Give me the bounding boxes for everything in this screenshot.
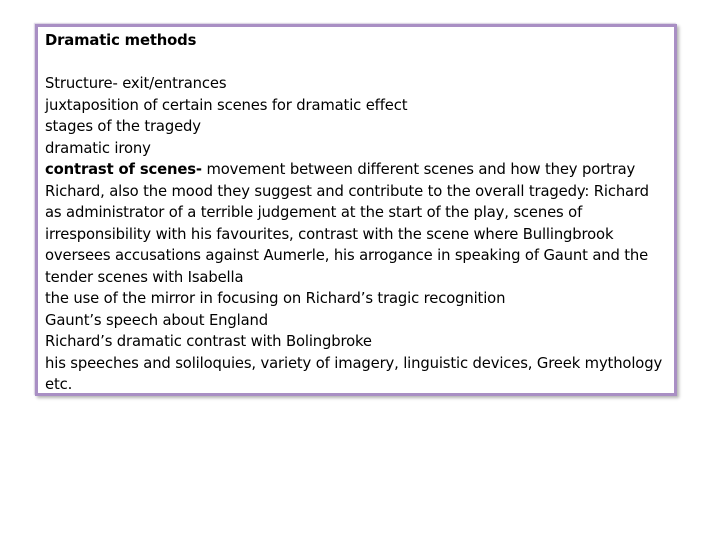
heading: Dramatic methods — [45, 32, 197, 49]
item-speeches: his speeches and soliloquies, variety of imagery, linguistic devices, Greek mythology etc. — [45, 354, 663, 393]
item-juxtaposition: juxtaposition of certain scenes for dramatic effect — [45, 96, 408, 114]
item-contrast-of-scenes — [45, 159, 668, 288]
blank-line — [45, 52, 668, 74]
contrast-label: contrast of scenes- — [45, 161, 202, 178]
item-dramatic-irony: dramatic irony — [45, 139, 151, 157]
contrast-text: movement between different scenes and how they portray Richard, also the mood they suggest and contribute to the overall tragedy: Richard as administrator of a terrible judgement at the start of the play, scenes of irresponsibility with his favourites, contrast with the scene where Bullingbrook oversees accusations against Aumerle, his arrogance in speaking of Gaunt and the tender scenes with Isabella — [45, 161, 649, 286]
item-stages: stages of the tragedy — [45, 118, 201, 135]
item-mirror: the use of the mirror in focusing on Richard’s tragic recognition — [45, 290, 506, 307]
item-structure: Structure- exit/entrances — [45, 75, 227, 92]
item-gaunt-speech: Gaunt’s speech about England — [45, 311, 268, 329]
text-box — [35, 24, 677, 396]
item-bolingbroke-contrast: Richard’s dramatic contrast with Bolingbroke — [45, 333, 372, 350]
